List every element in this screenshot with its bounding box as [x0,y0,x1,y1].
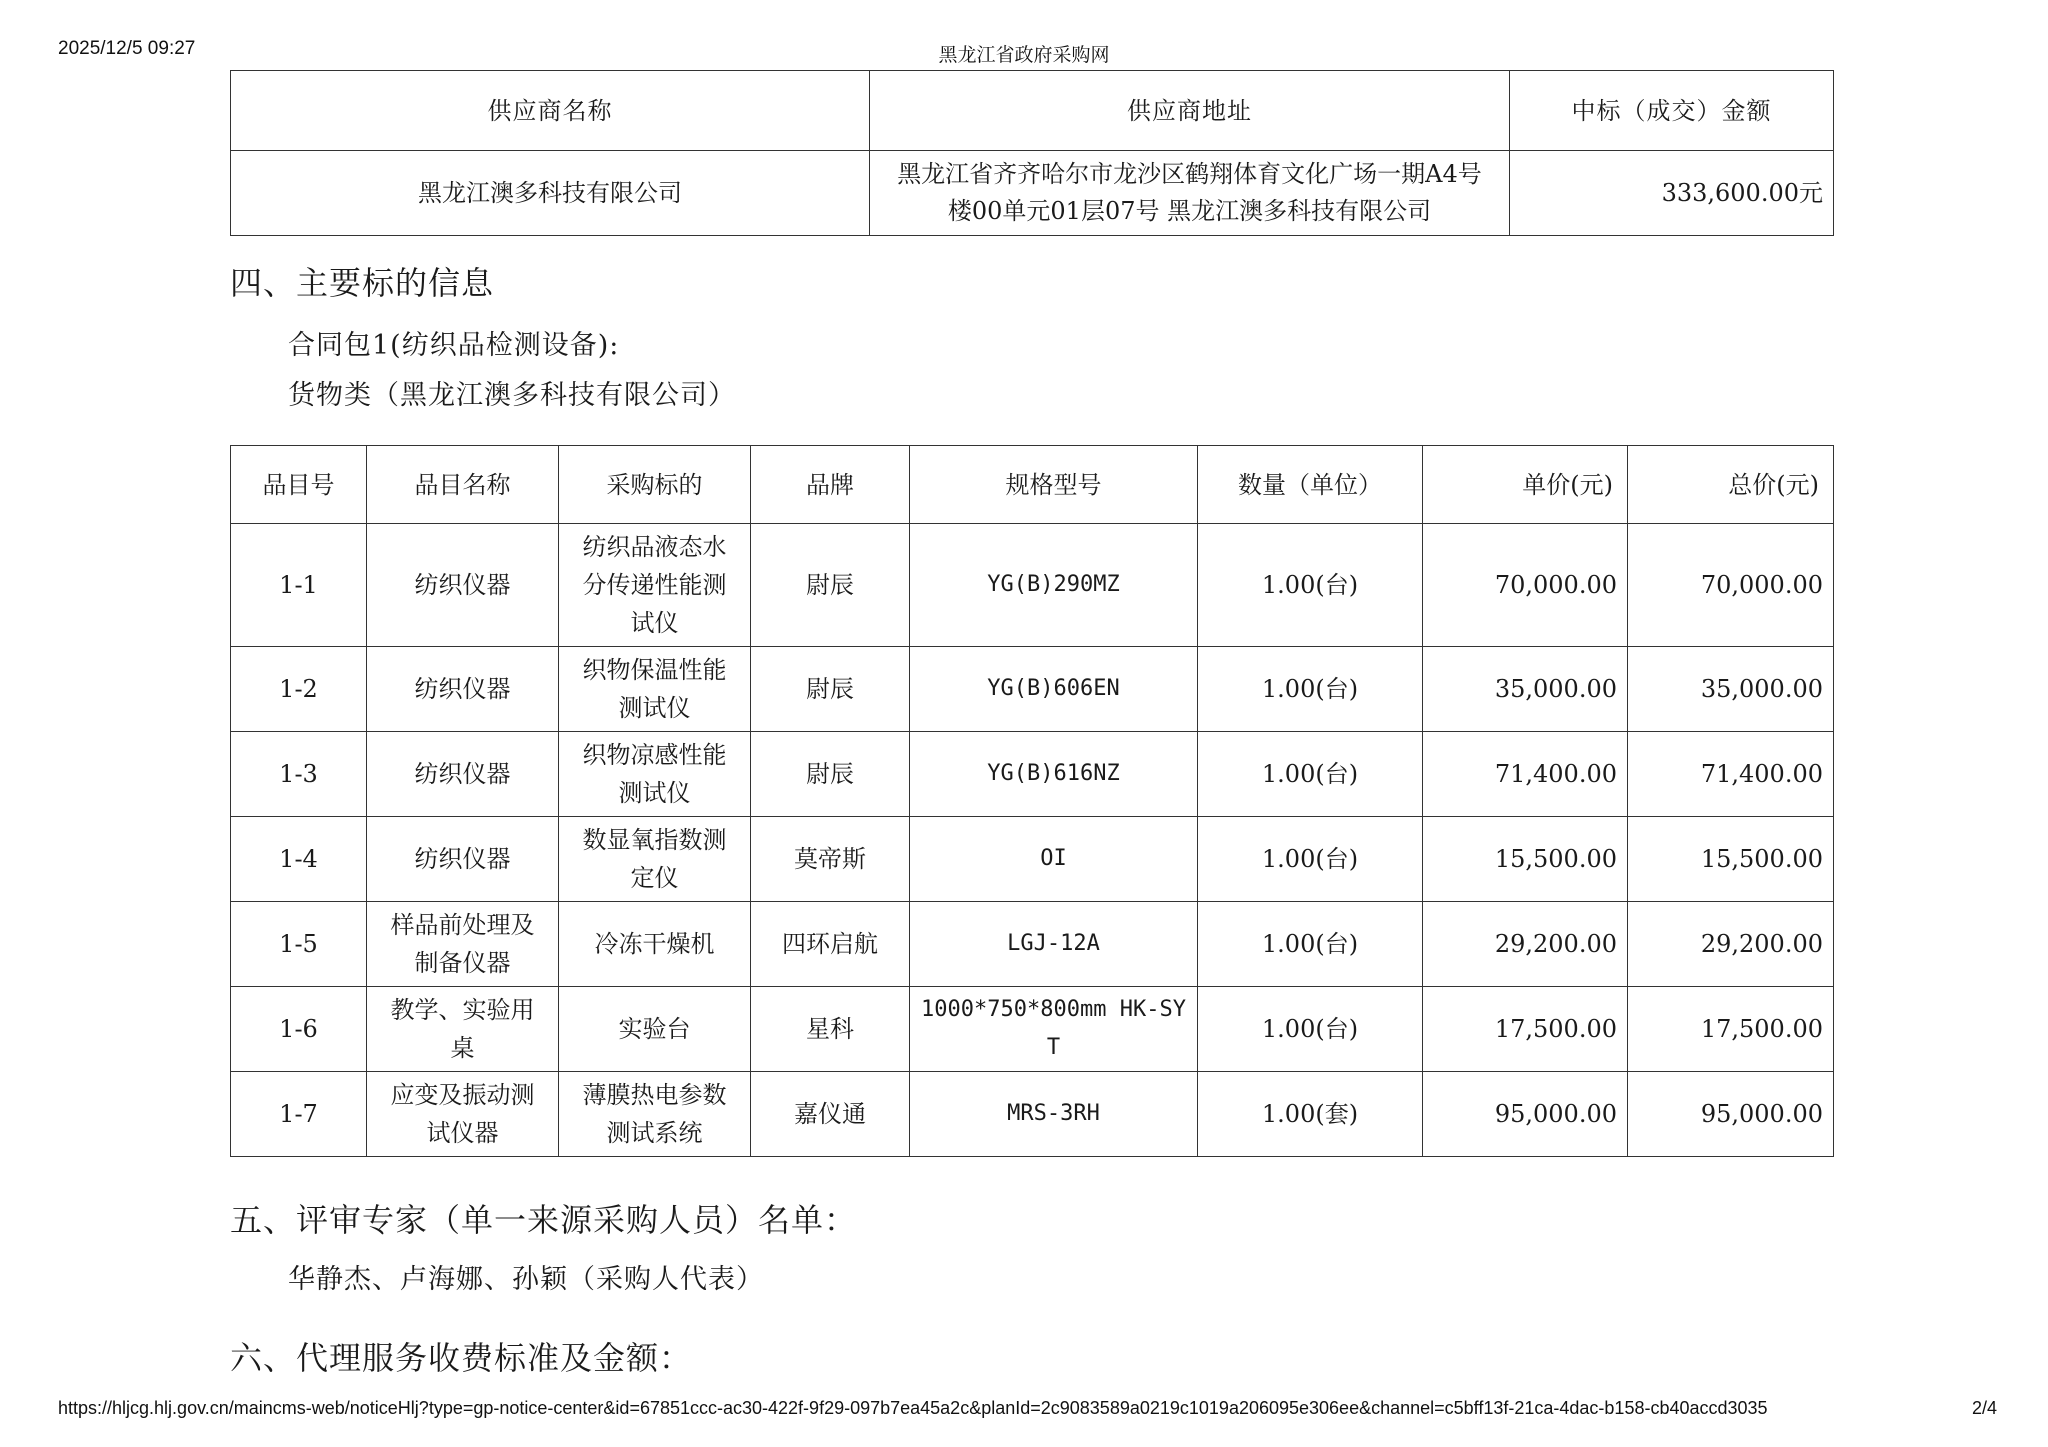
item-spec [910,647,1198,732]
item-target-line: 测试系统 [606,1119,703,1147]
item-total-price: 17,500.00 [1628,987,1834,1072]
item-target [559,817,751,902]
item-unit-price: 29,200.00 [1423,902,1628,987]
item-target-line: 试仪 [630,609,679,637]
item-name: 样品前处理及 制备仪器 [367,902,559,987]
item-target [559,732,751,817]
site-title: 黑龙江省政府采购网 [938,45,1110,66]
award-amount-header: 中标（成交）金额 [1510,71,1834,151]
item-no: 1-4 [231,817,367,902]
item-target [559,987,751,1072]
expert-names: 华静杰、卢海娜、孙颖（采购人代表） [288,1264,764,1295]
item-target-line: 纺织品液态水 [582,533,727,561]
item-brand: 尉辰 [751,732,910,817]
item-target-line: 织物保温性能 [582,656,727,684]
supplier-table [230,70,1834,236]
item-target [559,1072,751,1157]
item-quantity: 1.00(台) [1198,902,1423,987]
item-name: 纺织仪器 [367,732,559,817]
item-row [231,524,1834,647]
item-quantity: 1.00(台) [1198,732,1423,817]
item-unit-price: 95,000.00 [1423,1072,1628,1157]
item-no: 1-6 [231,987,367,1072]
col-header-brand: 品牌 [751,446,910,524]
item-spec-line: YG(B)616NZ [987,761,1120,786]
item-spec-line: LGJ-12A [1007,931,1100,956]
contract-package-label: 合同包1(纺织品检测设备): [288,330,620,361]
item-spec-line: YG(B)290MZ [987,572,1120,597]
supplier-address-line: 黑龙江省齐齐哈尔市龙沙区鹤翔体育文化广场一期A4号 [897,160,1482,188]
item-brand: 四环启航 [751,902,910,987]
section-title-main-items: 四、主要标的信息 [230,264,495,302]
item-quantity: 1.00(台) [1198,987,1423,1072]
supplier-address-header: 供应商地址 [870,71,1510,151]
item-brand: 莫帝斯 [751,817,910,902]
item-spec [910,817,1198,902]
supplier-row [231,151,1834,236]
item-total-price: 70,000.00 [1628,524,1834,647]
page-number: 2/4 [1972,1398,1998,1418]
item-spec [910,524,1198,647]
item-row [231,817,1834,902]
item-spec [910,987,1198,1072]
item-spec [910,732,1198,817]
item-name: 纺织仪器 [367,647,559,732]
item-quantity: 1.00(套) [1198,1072,1423,1157]
col-header-item-no: 品目号 [231,446,367,524]
item-spec-line: YG(B)606EN [987,676,1120,701]
item-target-line: 数显氧指数测 [582,826,727,854]
supplier-name: 黑龙江澳多科技有限公司 [231,151,870,236]
col-header-target: 采购标的 [559,446,751,524]
page-url: https://hljcg.hlj.gov.cn/maincms-web/noticeHlj?type=gp-notice-center&id=67851ccc-ac30-422f-9f29-097b7ea45a2c&planId=2c9083589a0219c1019a206095e306ee&channel=c5bff13f-21ca-4dac-b158-cb40accd3035 [58,1398,1768,1418]
item-row [231,1072,1834,1157]
item-quantity: 1.00(台) [1198,647,1423,732]
item-target-line: 织物凉感性能 [582,741,727,769]
item-quantity: 1.00(台) [1198,524,1423,647]
item-no: 1-1 [231,524,367,647]
items-table-header [231,446,1834,524]
print-datetime: 2025/12/5 09:27 [58,38,196,59]
item-total-price: 71,400.00 [1628,732,1834,817]
section-title-agency-fee: 六、代理服务收费标准及金额： [230,1339,693,1377]
item-unit-price: 35,000.00 [1423,647,1628,732]
section-title-experts: 五、评审专家（单一来源采购人员）名单： [230,1201,858,1239]
col-header-quantity: 数量（单位） [1198,446,1423,524]
col-header-item-name: 品目名称 [367,446,559,524]
item-unit-price: 71,400.00 [1423,732,1628,817]
item-unit-price: 70,000.00 [1423,524,1628,647]
item-brand: 星科 [751,987,910,1072]
item-unit-price: 15,500.00 [1423,817,1628,902]
supplier-address-line: 楼00单元01层07号 黑龙江澳多科技有限公司 [947,197,1432,225]
item-brand: 尉辰 [751,647,910,732]
item-name: 教学、实验用 桌 [367,987,559,1072]
item-name: 纺织仪器 [367,524,559,647]
item-target-line: 薄膜热电参数 [582,1081,727,1109]
item-target-line: 定仪 [630,864,679,892]
item-target [559,902,751,987]
supplier-name-header: 供应商名称 [231,71,870,151]
item-target [559,524,751,647]
supplier-address [870,151,1510,236]
item-name: 纺织仪器 [367,817,559,902]
item-target-line: 实验台 [618,1015,691,1043]
item-spec-line: 1000*750*800mm HK-SY [921,997,1186,1022]
supplier-table-header [231,71,1834,151]
item-spec [910,1072,1198,1157]
item-spec-line: OI [1040,846,1067,871]
col-header-total-price: 总价(元) [1628,446,1834,524]
item-target-line: 测试仪 [618,779,691,807]
item-no: 1-5 [231,902,367,987]
item-target-line: 分传递性能测 [582,571,727,599]
item-row [231,732,1834,817]
item-target [559,647,751,732]
item-spec-line: MRS-3RH [1007,1101,1100,1126]
item-total-price: 15,500.00 [1628,817,1834,902]
item-total-price: 29,200.00 [1628,902,1834,987]
award-amount: 333,600.00元 [1510,151,1834,236]
item-total-price: 35,000.00 [1628,647,1834,732]
item-spec-line: T [1046,1035,1061,1060]
col-header-unit-price: 单价(元) [1423,446,1628,524]
item-spec [910,902,1198,987]
item-name: 应变及振动测 试仪器 [367,1072,559,1157]
item-brand: 尉辰 [751,524,910,647]
item-row [231,647,1834,732]
item-row [231,987,1834,1072]
item-quantity: 1.00(台) [1198,817,1423,902]
item-no: 1-2 [231,647,367,732]
items-table [230,445,1834,1157]
items-table-body [231,524,1834,1157]
item-brand: 嘉仪通 [751,1072,910,1157]
item-unit-price: 17,500.00 [1423,987,1628,1072]
item-row [231,902,1834,987]
item-total-price: 95,000.00 [1628,1072,1834,1157]
item-target-line: 冷冻干燥机 [594,930,715,958]
item-no: 1-7 [231,1072,367,1157]
item-target-line: 测试仪 [618,694,691,722]
goods-category-label: 货物类（黑龙江澳多科技有限公司） [288,380,736,411]
col-header-spec: 规格型号 [910,446,1198,524]
item-no: 1-3 [231,732,367,817]
